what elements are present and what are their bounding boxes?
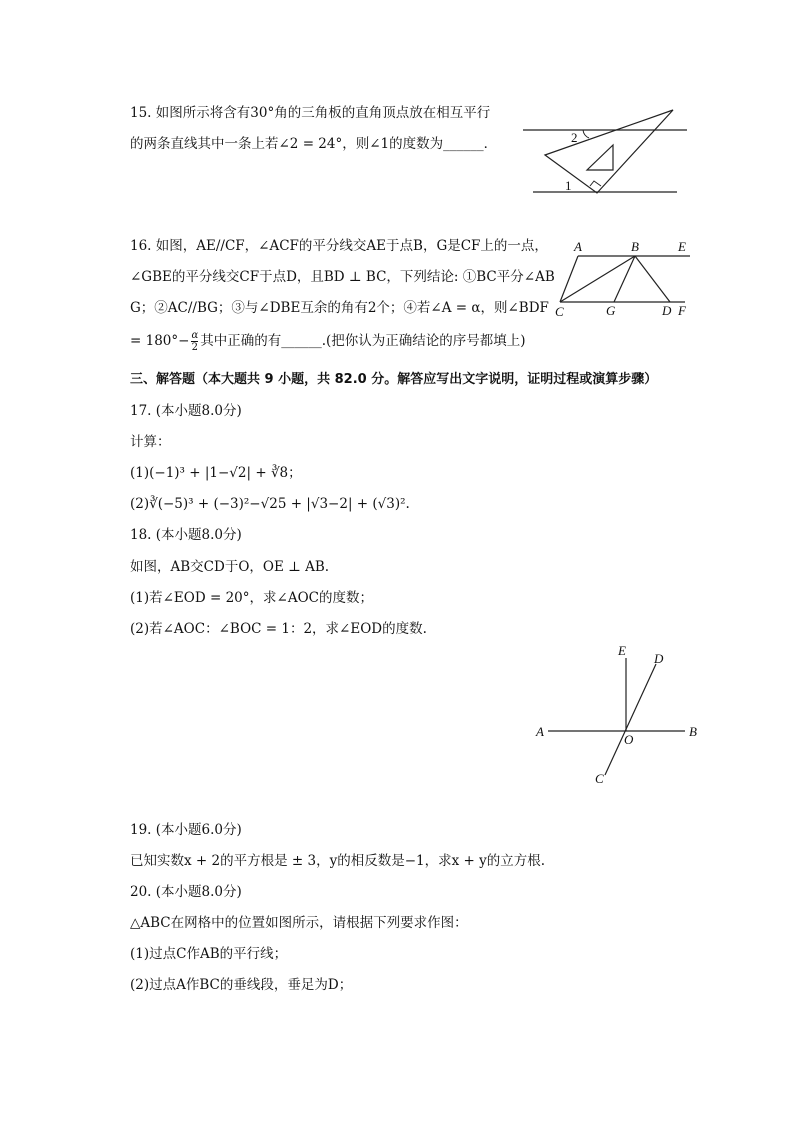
q16-frac-numerator: α (191, 330, 199, 341)
q16-label-E: E (678, 239, 686, 254)
q16-frac-denominator: 2 (191, 342, 198, 353)
q18-label-O: O (624, 732, 634, 747)
q20-intro: △ABC在网格中的位置如图所示，请根据下列要求作图： (130, 915, 468, 931)
q16-line4-post: 其中正确的有______.(把你认为正确结论的序号都填上) (200, 333, 526, 349)
q16-label-G: G (606, 303, 616, 318)
q20-part1: (1)过点C作AB的平行线； (130, 946, 288, 962)
q16-line1: 16. 如图，AE//CF，∠ACF的平分线交AE于点B，G是CF上的一点， (130, 238, 548, 254)
q18-label-E: E (618, 643, 626, 658)
q17-header: 17. (本小题8.0分) (130, 403, 242, 419)
q18-figure (530, 640, 705, 790)
q16-line4-pre: = 180°− (130, 333, 190, 349)
q16-label-F: F (678, 303, 686, 318)
q16-line3: G；②AC//BG；③与∠DBE互余的角有2个；④若∠A = α，则∠BDF (130, 300, 549, 316)
q18-part1: (1)若∠EOD = 20°，求∠AOC的度数； (130, 590, 373, 606)
q16-label-A: A (574, 239, 582, 254)
q15-line2: 的两条直线其中一条上若∠2 = 24°，则∠1的度数为______． (130, 136, 498, 152)
q18-header: 18. (本小题8.0分) (130, 527, 242, 543)
q18-label-C: C (595, 771, 604, 786)
q15-angle1-label: 1 (565, 178, 572, 193)
q18-label-B: B (689, 724, 697, 739)
q20-header: 20. (本小题8.0分) (130, 884, 242, 900)
q20-part2: (2)过点A作BC的垂线段，垂足为D； (130, 977, 353, 993)
q18-label-D: D (654, 651, 664, 666)
q16-label-D: D (662, 303, 672, 318)
q18-part2: (2)若∠AOC：∠BOC = 1：2，求∠EOD的度数. (130, 621, 427, 637)
q16-label-B: B (631, 239, 639, 254)
q18-label-A: A (536, 724, 544, 739)
q16-line2: ∠GBE的平分线交CF于点D，且BD ⊥ BC，下列结论: ①BC平分∠AB (130, 269, 555, 285)
q19-text: 已知实数x + 2的平方根是 ± 3，y的相反数是−1，求x + y的立方根. (130, 853, 546, 869)
q17-intro: 计算： (130, 434, 171, 450)
q18-intro: 如图，AB交CD于O，OE ⊥ AB. (130, 559, 330, 575)
q15-figure (515, 100, 695, 200)
q15-line1: 15. 如图所示将含有30°角的三角板的直角顶点放在相互平行 (130, 105, 491, 121)
q19-header: 19. (本小题6.0分) (130, 822, 242, 838)
section3-heading: 三、解答题（本大题共 9 小题，共 82.0 分。解答应写出文字说明，证明过程或演算步骤） (130, 372, 658, 387)
q17-part2: (2)∛(−5)³ + (−3)²−√25 + |√3−2| + (√3)². (130, 496, 410, 512)
q15-angle2-label: 2 (571, 130, 578, 145)
q16-line4 (130, 330, 526, 356)
q17-part1: (1)(−1)³ + |1−√2| + ∛8； (130, 465, 302, 481)
q16-label-C: C (555, 304, 564, 319)
q16-figure (550, 236, 700, 320)
q16-fraction (191, 330, 198, 353)
